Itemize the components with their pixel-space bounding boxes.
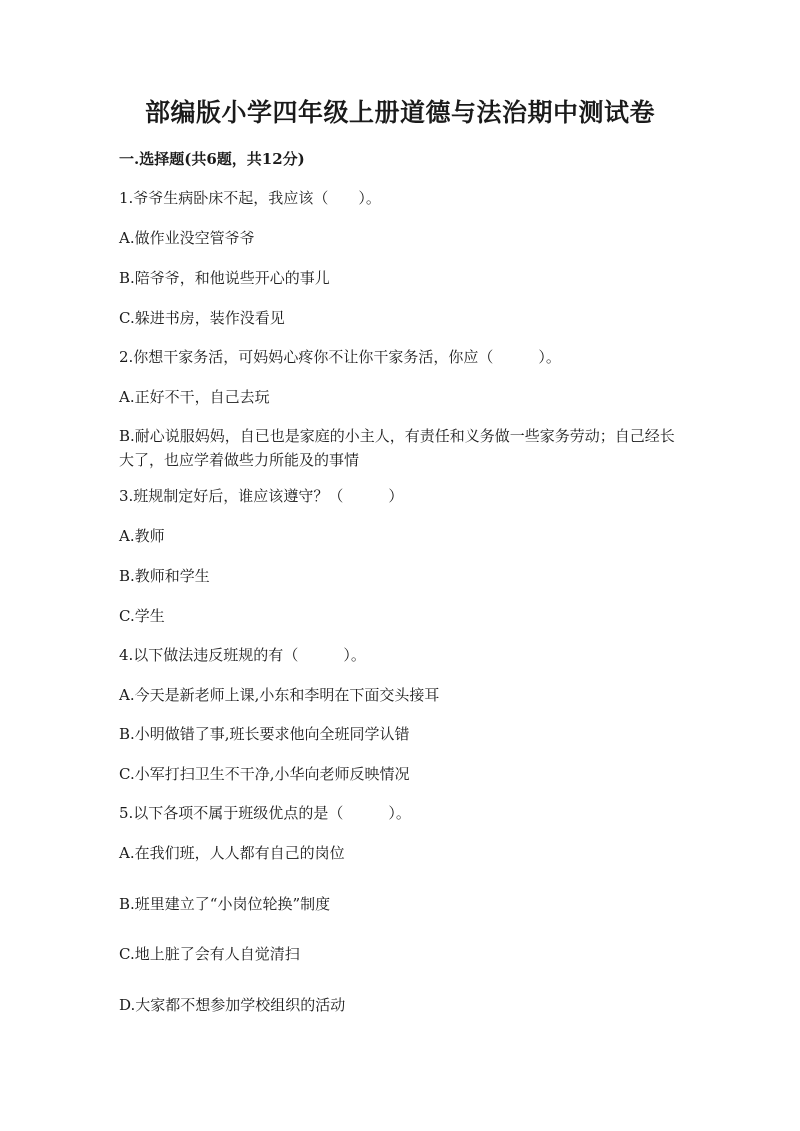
question-3-stem: 3.班规制定好后，谁应该遵守？（ ） [119,487,404,505]
question-1-option-a: A.做作业没空管爷爷 [119,229,255,247]
question-5-option-d: D.大家都不想参加学校组织的活动 [119,996,346,1014]
question-2-option-b: B.耐心说服妈妈，自已也是家庭的小主人，有责任和义务做一些家务劳动；自己经长大了，也应学着做些力所能及的事情 [119,427,675,469]
question-5-stem: 5.以下各项不属于班级优点的是（ ）。 [119,804,411,822]
page-title: 部编版小学四年级上册道德与法治期中测试卷 [144,98,655,127]
question-4-option-b: B.小明做错了事,班长要求他向全班同学认错 [119,725,410,743]
question-4-option-a: A.今天是新老师上课,小东和李明在下面交头接耳 [119,686,440,704]
question-3-option-a: A.教师 [119,527,165,545]
question-1-option-b: B.陪爷爷，和他说些开心的事儿 [119,269,330,287]
section-header: 一.选择题(共6题，共12分) [119,150,305,168]
question-2-stem: 2.你想干家务活，可妈妈心疼你不让你干家务活，你应（ ）。 [119,348,561,366]
question-1-stem: 1.爷爷生病卧床不起，我应该（ ）。 [119,189,381,207]
question-5-option-a: A.在我们班，人人都有自己的岗位 [119,844,345,862]
question-5-option-b: B.班里建立了“小岗位轮换”制度 [119,895,331,913]
question-4-option-c: C.小军打扫卫生不干净,小华向老师反映情况 [119,765,410,783]
question-1-option-c: C.躲进书房，装作没看见 [119,309,285,327]
question-4-stem: 4.以下做法违反班规的有（ ）。 [119,646,366,664]
question-3-option-b: B.教师和学生 [119,567,210,585]
question-2-option-a: A.正好不干，自己去玩 [119,388,270,406]
question-5-option-c: C.地上脏了会有人自觉清扫 [119,945,300,963]
question-3-option-c: C.学生 [119,607,165,625]
